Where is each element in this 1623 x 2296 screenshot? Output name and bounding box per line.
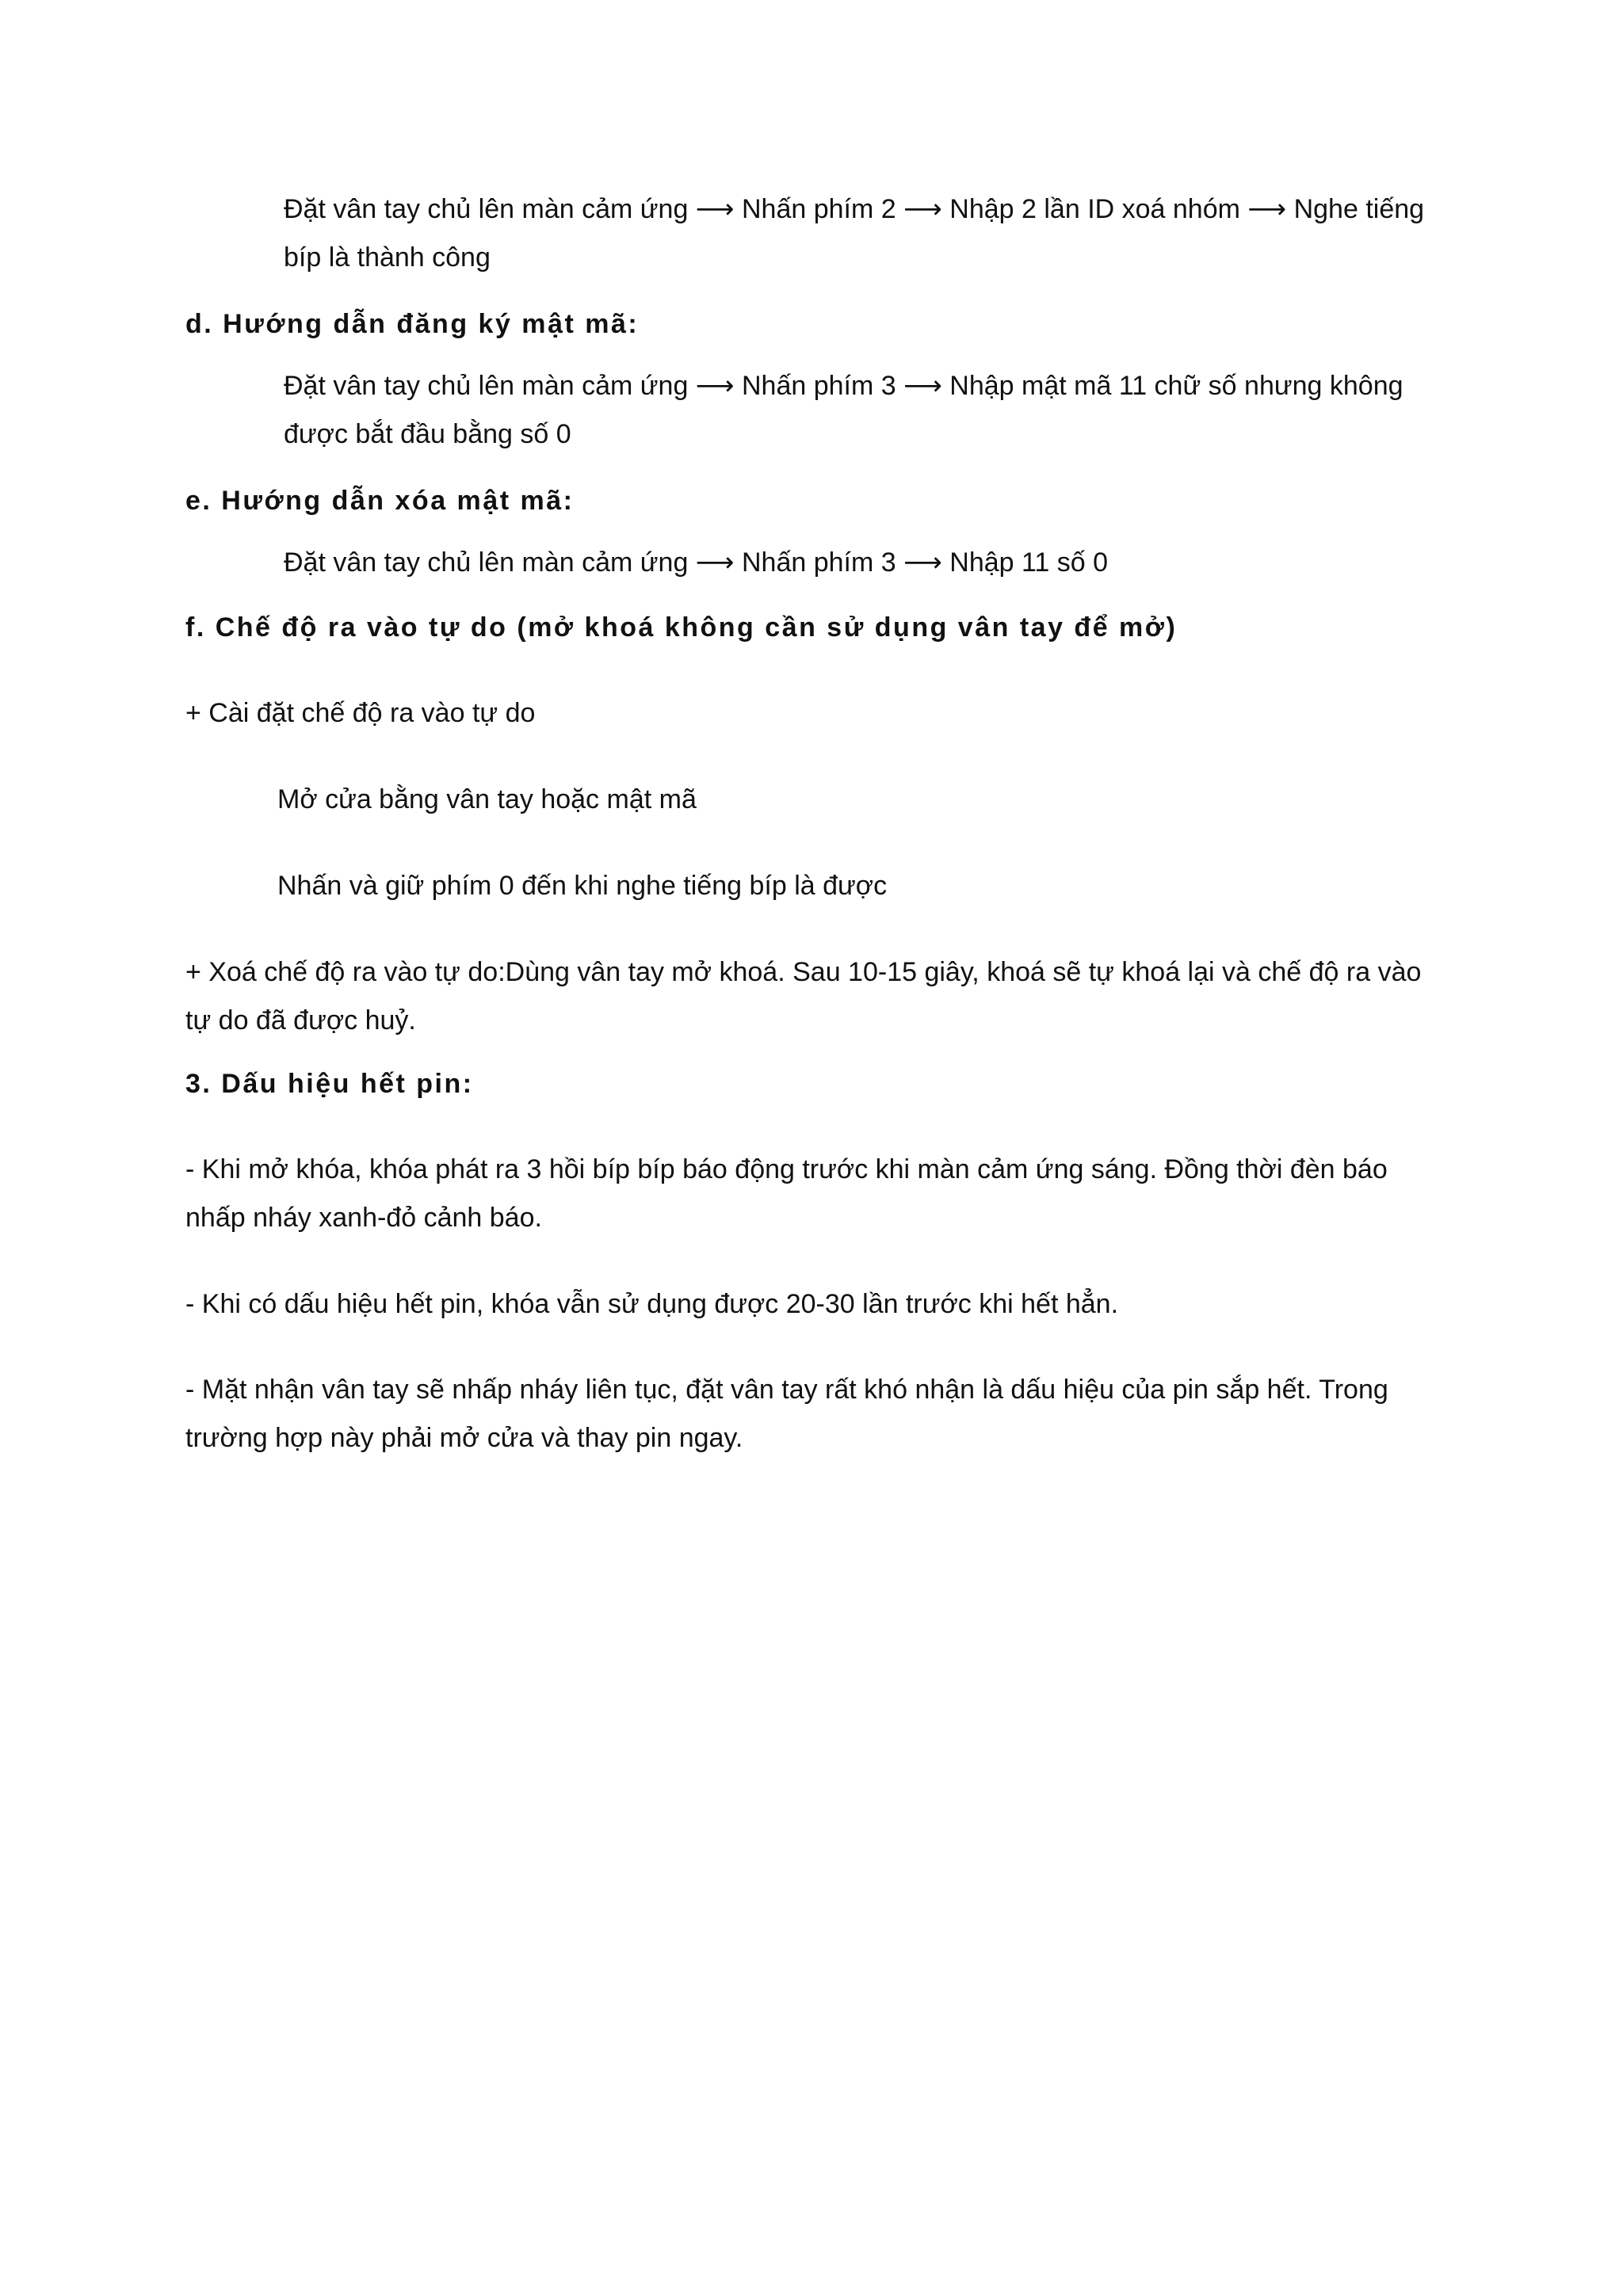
heading-free-access-mode: f. Chế độ ra vào tự do (mở khoá không cần sử dụng vân tay để mở) bbox=[185, 612, 1178, 643]
low-battery-sign-2: - Khi có dấu hiệu hết pin, khóa vẫn sử dụng được 20-30 lần trước khi hết hẳn. bbox=[185, 1289, 1119, 1319]
free-mode-remove-paragraph: + Xoá chế độ ra vào tự do:Dùng vân tay mở khoá. Sau 10-15 giây, khoá sẽ tự khoá lại và chế độ ra vào tự do đã được huỷ. bbox=[185, 957, 1422, 1035]
heading-register-password: d. Hướng dẫn đăng ký mật mã: bbox=[185, 309, 640, 339]
free-mode-setup-step-2: Nhấn và giữ phím 0 đến khi nghe tiếng bíp là được bbox=[277, 871, 888, 901]
heading-delete-password: e. Hướng dẫn xóa mật mã: bbox=[185, 486, 575, 516]
low-battery-sign-3: - Mặt nhận vân tay sẽ nhấp nháy liên tục, đặt vân tay rất khó nhận là dấu hiệu của pin sắp hết. Trong trường hợp này phải mở cửa và thay pin ngay. bbox=[185, 1375, 1388, 1453]
paragraph-delete-password-steps: Đặt vân tay chủ lên màn cảm ứng ⟶ Nhấn phím 3 ⟶ Nhập 11 số 0 bbox=[284, 547, 1109, 578]
heading-low-battery-signs: 3. Dấu hiệu hết pin: bbox=[185, 1069, 474, 1099]
paragraph-register-password-steps: Đặt vân tay chủ lên màn cảm ứng ⟶ Nhấn phím 3 ⟶ Nhập mật mã 11 chữ số nhưng không được bắt đầu bằng số 0 bbox=[284, 371, 1403, 449]
low-battery-sign-1: - Khi mở khóa, khóa phát ra 3 hồi bíp bíp báo động trước khi màn cảm ứng sáng. Đồng thời đèn báo nhấp nháy xanh-đỏ cảnh báo. bbox=[185, 1154, 1388, 1233]
paragraph-delete-group-steps: Đặt vân tay chủ lên màn cảm ứng ⟶ Nhấn phím 2 ⟶ Nhập 2 lần ID xoá nhóm ⟶ Nghe tiếng bíp là thành công bbox=[284, 194, 1425, 273]
free-mode-setup-step-1: Mở cửa bằng vân tay hoặc mật mã bbox=[277, 784, 697, 814]
free-mode-setup-label: + Cài đặt chế độ ra vào tự do bbox=[185, 698, 536, 728]
